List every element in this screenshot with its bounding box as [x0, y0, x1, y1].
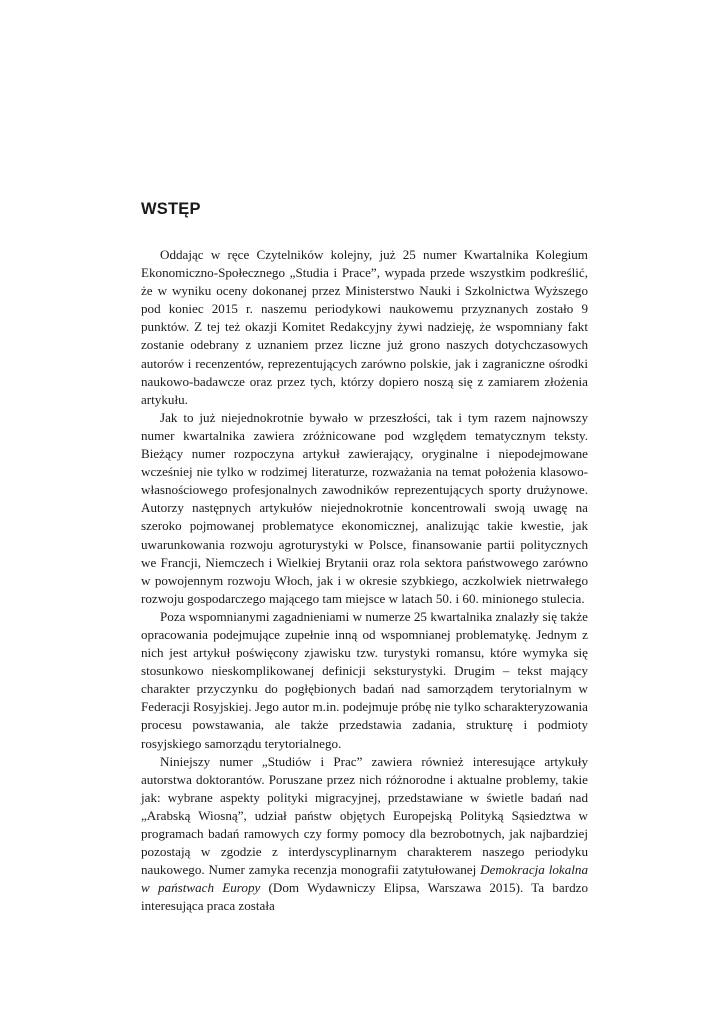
paragraph-2: Jak to już niejednokrotnie bywało w przeszłości, tak i tym razem najnowszy numer kwartalnika zawiera zróżnicowane pod względem tematycznym teksty. Bieżący numer rozpoczyna artykuł zawierający, oryginalne i niepodejmowane wcześniej nie tylko w rodzimej literaturze, rozważania na temat położenia klasowo-własnościowego profesjonalnych zawodników reprezentujących sporty drużynowe. Autorzy następnych artykułów niejednokrotnie koncentrowali swoją uwagę na szeroko pojmowanej problematyce ekonomicznej, analizując takie kwestie, jak uwarunkowania rozwoju agroturystyki w Polsce, finansowanie partii politycznych we Francji, Niemczech i Wielkiej Brytanii oraz rola sektora państwowego zarówno w powojennym rozwoju Włoch, jak i w okresie szybkiego, aczkolwiek nietrwałego rozwoju gospodarczego mającego tam miejsce w latach 50. i 60. minionego stulecia.	[141, 409, 588, 606]
document-page	[141, 198, 588, 915]
paragraph-3: Poza wspomnianymi zagadnieniami w numerze 25 kwartalnika znalazły się także opracowania podejmujące zupełnie inną od wspomnianej problematykę. Jednym z nich jest artykuł poświęcony zjawisku tzw. turystyki romansu, które wymyka się stosunkowo nieskomplikowanej definicji seksturystyki. Drugim – tekst mający charakter przyczynku do pogłębionych badań nad samorządem terytorialnym w Federacji Rosyjskiej. Jego autor m.in. podejmuje próbę nie tylko scharakteryzowania procesu powstawania, ale także przedstawia zadania, strukturę i podmioty rosyjskiego samorządu terytorialnego.	[141, 608, 588, 751]
paragraph-4-text-before: Niniejszy numer „Studiów i Prac” zawiera również interesujące artykuły autorstwa doktorantów. Poruszane przez nich różnorodne i aktualne problemy, takie jak: wybrane aspekty polityki migracyjnej, przedstawiane w świetle badań nad „Arabską Wiosną”, udział państw objętych Europejską Polityką Sąsiedztwa w programach badań ramowych czy formy pomocy dla bezrobotnych, jak najbardziej pozostają w zgodzie z interdyscyplinarnym charakterem naszego periodyku naukowego. Numer zamyka recenzja monografii zatytułowanej	[141, 753, 588, 878]
book-title-italic: Demokracja lokalna w państwach Europy	[141, 862, 588, 896]
section-heading: WSTĘP	[141, 200, 201, 218]
paragraph-4-text-after: (Dom Wydawniczy Elipsa, Warszawa 2015). Ta bardzo interesująca praca została	[141, 880, 588, 914]
paragraph-4	[141, 753, 588, 916]
paragraph-1: Oddając w ręce Czytelników kolejny, już 25 numer Kwartalnika Kolegium Ekonomiczno-Społecznego „Studia i Prace”, wypada przede wszystkim podkreślić, że w wyniku oceny dokonanej przez Ministerstwo Nauki i Szkolnictwa Wyższego pod koniec 2015 r. naszemu periodykowi naukowemu przyznanych zostało 9 punktów. Z tej też okazji Komitet Redakcyjny żywi nadzieję, że wspomniany fakt zostanie odebrany z uznaniem przez liczne już grono naszych dotychczasowych autorów i recenzentów, reprezentujących zarówno polskie, jak i zagraniczne ośrodki naukowo-badawcze oraz przez tych, którzy dopiero noszą się z zamiarem złożenia artykułu.	[141, 247, 588, 407]
